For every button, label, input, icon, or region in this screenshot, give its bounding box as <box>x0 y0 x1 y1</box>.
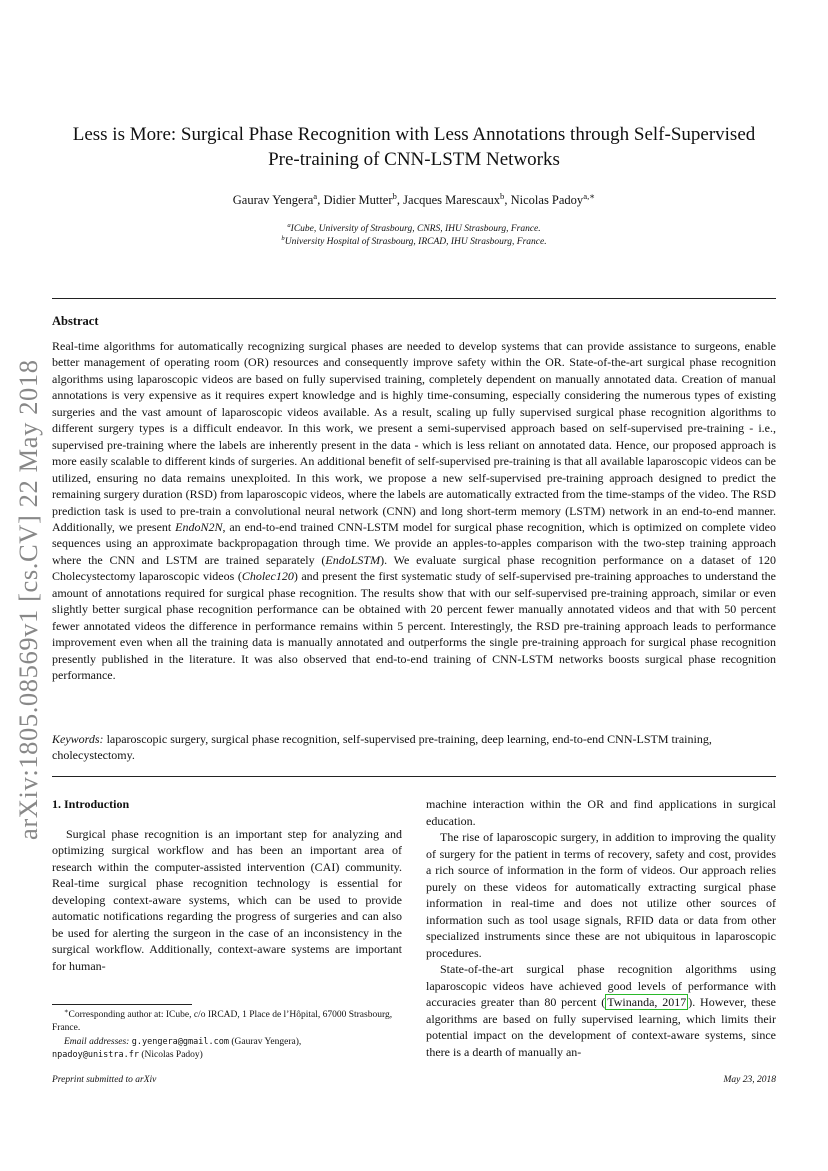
left-column <box>52 796 402 974</box>
abstract-divider <box>52 776 776 777</box>
abstract-heading: Abstract <box>52 314 99 328</box>
author-sup: a <box>313 190 318 201</box>
intro-paragraph-1: Surgical phase recognition is an important step for analyzing and optimizing surgical workflow and has been an important area of research within the computer-assisted intervention (CAI) community. Real-time surgical phase recognition technology is essential for developing context-aware systems, which can be used to provide automatic notifications regarding the progress of surgeries and can also be used for alerting the surgeon in the case of an inconsistency in the surgical workflow. Additionally, context-aware systems are important for human- <box>52 826 402 973</box>
author-name: Jacques Marescaux <box>403 193 500 207</box>
keywords-label: Keywords: <box>52 732 104 746</box>
section-heading: 1. Introduction <box>52 797 130 811</box>
title-line-2: Pre-training of CNN-LSTM Networks <box>268 149 560 170</box>
keywords-text: laparoscopic surgery, surgical phase recognition, self-supervised pre-training, deep learning, end-to-end CNN-LSTM training, cholecystectomy. <box>52 732 712 763</box>
intro-paragraph-3: State-of-the-art surgical phase recognition algorithms using laparoscopic videos have achieved good levels of performance with accuracies greater than 80 percent ( Twinanda, 2017 ). However, these algorithms are based on fully supervised learning, which limits their potential impact on the development of context-aware systems, since there is a dearth of manually an- <box>426 962 776 1059</box>
footnote-emails-line-2: npadoy@unistra.fr (Nicolas Padoy) <box>52 1049 203 1060</box>
abstract-text: Real-time algorithms for automatically recognizing surgical phases are needed to develop systems that can provide assistance to surgeons, enable better management of operating room (OR) resources and consequently improve safety within the OR. State-of-the-art surgical phase recognition algorithms using laparoscopic videos are based on fully supervised training, completely dependent on manually annotated data. Creation of manual annotations is very expensive as it requires expert knowledge and is highly time-consuming, especially considering the numerous types of existing surgeries and the vast amount of laparoscopic videos available. As a result, scaling up fully supervised surgical phase recognition algorithms to different surgery types is a difficult endeavor. In this work, we present a semi-supervised approach based on self-supervised pre-training - i.e., supervised pre-training where the labels are inherently present in the data - which is less reliant on annotated data. Hence, our proposed approach is more easily scalable to different kinds of surgeries. An additional benefit of self-supervised pre-training is that all available laparoscopic videos can be utilized, ensuring no data remains unexploited. In this work, we propose a new self-supervised pre-training approach designed to predict the remaining surgery duration (RSD) from laparoscopic videos, where the labels are automatically extracted from the time-stamps of the video. The RSD prediction task is used to pre-train a convolutional neural network (CNN) and long short-term memory (LSTM) network in an end-to-end manner. Additionally, we present EndoN2N, an end-to-end trained CNN-LSTM model for surgical phase recognition, which is optimized on complete video sequences using an approximate backpropagation through time. We provide an apples-to-apples comparison with the two-step training approach where the CNN and LSTM are trained separately (EndoLSTM). We evaluate surgical phase recognition performance on a dataset of 120 Cholecystectomy laparoscopic videos (Cholec120) and present the first systematic study of self-supervised pre-training approaches to understand the amount of annotations required for surgical phase recognition. The results show that with our self-supervised pre-training approach, similar or even slightly better surgical phase recognition performance can be obtained with 20 percent fewer manually annotated videos and that with 50 percent fewer annotated videos the difference in performance remains within 5 percent. Interestingly, the RSD pre-training approach leads to performance improvement even when all the training data is manually annotated and outperforms the single pre-training approach for surgical phase recognition presently published in the literature. It was also observed that end-to-end training of CNN-LSTM networks boosts surgical phase recognition performance. <box>52 339 777 683</box>
footnotes <box>52 1009 404 1062</box>
paper-title <box>52 122 776 172</box>
footer-left: Preprint submitted to arXiv <box>52 1075 157 1085</box>
affiliations <box>52 223 776 249</box>
citation-link[interactable]: Twinanda, 2017 <box>607 995 687 1009</box>
title-line-1: Less is More: Surgical Phase Recognition with Less Annotations through Self-Supervised <box>72 124 756 145</box>
email-link[interactable]: npadoy@unistra.fr <box>52 1049 139 1060</box>
author-list: Gaurav Yengera$^a$, Didier Mutter$^b$, Jacques Marescaux$^b$, Nicolas Padoy$^{a,∗}$ <box>232 190 596 207</box>
affiliation-a: $^a$ICube, University of Strasbourg, CNRS, IHU Strasbourg, France. <box>287 221 541 234</box>
author-sup: a,∗ <box>583 190 596 201</box>
footnote-divider <box>52 1004 192 1005</box>
top-divider <box>52 298 776 299</box>
email-link[interactable]: g.yengera@gmail.com <box>131 1036 229 1047</box>
author-name: Nicolas Padoy <box>510 193 584 207</box>
intro-paragraph-1-continued: machine interaction within the OR and find applications in surgical education. <box>426 797 776 828</box>
intro-paragraph-2: The rise of laparoscopic surgery, in addition to improving the quality of surgery for the patient in terms of recovery, safety and cost, provides a rich source of information in the form of videos. Our approach relies purely on these videos for automatically extracting surgical phase information in real-time and does not utilize other sources of information such as tool usage signals, RFID data or data from other specialized instruments since these are not ubiquitous in laparoscopic procedures. <box>426 830 776 960</box>
author-sup: b <box>392 190 397 201</box>
footer-date: May 23, 2018 <box>723 1075 776 1085</box>
right-column <box>426 796 776 1060</box>
arxiv-stamp: arXiv:1805.08569v1 [cs.CV] 22 May 2018 <box>13 359 43 841</box>
footnote-emails: Email addresses: g.yengera@gmail.com (Gaurav Yengera), <box>64 1036 302 1047</box>
author-sup: b <box>500 190 505 201</box>
author-name: Gaurav Yengera <box>232 193 314 207</box>
author-name: Didier Mutter <box>323 193 393 207</box>
affiliation-b: $^b$University Hospital of Strasbourg, IRCAD, IHU Strasbourg, France. <box>281 234 547 247</box>
keywords <box>52 731 776 764</box>
footnote-corresponding: ∗Corresponding author at: ICube, c/o IRCAD, 1 Place de l’Hôpital, 67000 Strasbourg, France. <box>52 1007 393 1034</box>
